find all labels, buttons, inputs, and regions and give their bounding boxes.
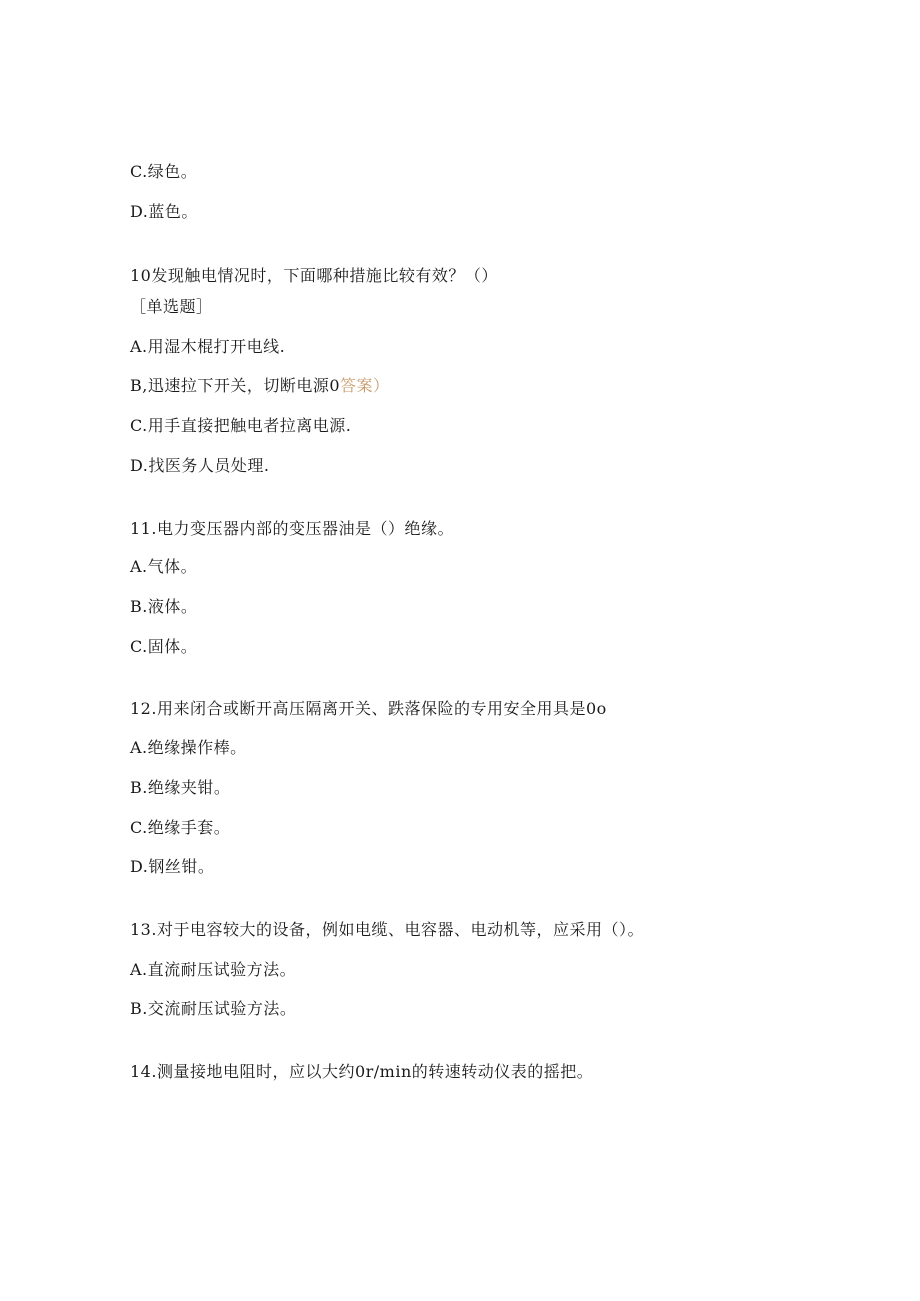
q10-option-b-text: B,迅速拉下开关，切断电源0 bbox=[130, 376, 341, 395]
q13-option-b: B.交流耐压试验方法。 bbox=[130, 999, 297, 1018]
q14-question-text: 14.测量接地电阻时，应以大约0r/min的转速转动仪表的摇把。 bbox=[130, 1062, 594, 1081]
q11-question-text: 11.电力变压器内部的变压器油是（）绝缘。 bbox=[130, 519, 454, 538]
q10-option-b bbox=[130, 376, 390, 396]
q10-question-type: ［单选题］ bbox=[130, 297, 213, 316]
answer-mark: 答案） bbox=[340, 376, 390, 395]
q11-option-a: A.气体。 bbox=[130, 557, 198, 576]
q12-option-c: C.绝缘手套。 bbox=[130, 818, 231, 837]
q12-option-d: D.钢丝钳。 bbox=[130, 857, 215, 876]
q9-option-d: D.蓝色。 bbox=[130, 202, 198, 221]
q12-option-a: A.绝缘操作棒。 bbox=[130, 738, 247, 757]
q11-option-c: C.固体。 bbox=[130, 637, 198, 656]
q10-question-text: 10发现触电情况时，下面哪种措施比较有效？（） bbox=[130, 266, 498, 285]
q13-option-a: A.直流耐压试验方法。 bbox=[130, 960, 297, 979]
q11-option-b: B.液体。 bbox=[130, 597, 198, 616]
q10-option-a: A.用湿木棍打开电线. bbox=[130, 337, 286, 356]
q12-option-b: B.绝缘夹钳。 bbox=[130, 778, 231, 797]
q10-option-c: C.用手直接把触电者拉离电源. bbox=[130, 416, 352, 435]
q10-option-d: D.找医务人员处理. bbox=[130, 456, 270, 475]
q13-question-text: 13.对于电容较大的设备，例如电缆、电容器、电动机等，应采用（）。 bbox=[130, 920, 644, 939]
q12-question-text: 12.用来闭合或断开高压隔离开关、跌落保险的专用安全用具是0o bbox=[130, 699, 607, 718]
q9-option-c: C.绿色。 bbox=[130, 162, 198, 181]
